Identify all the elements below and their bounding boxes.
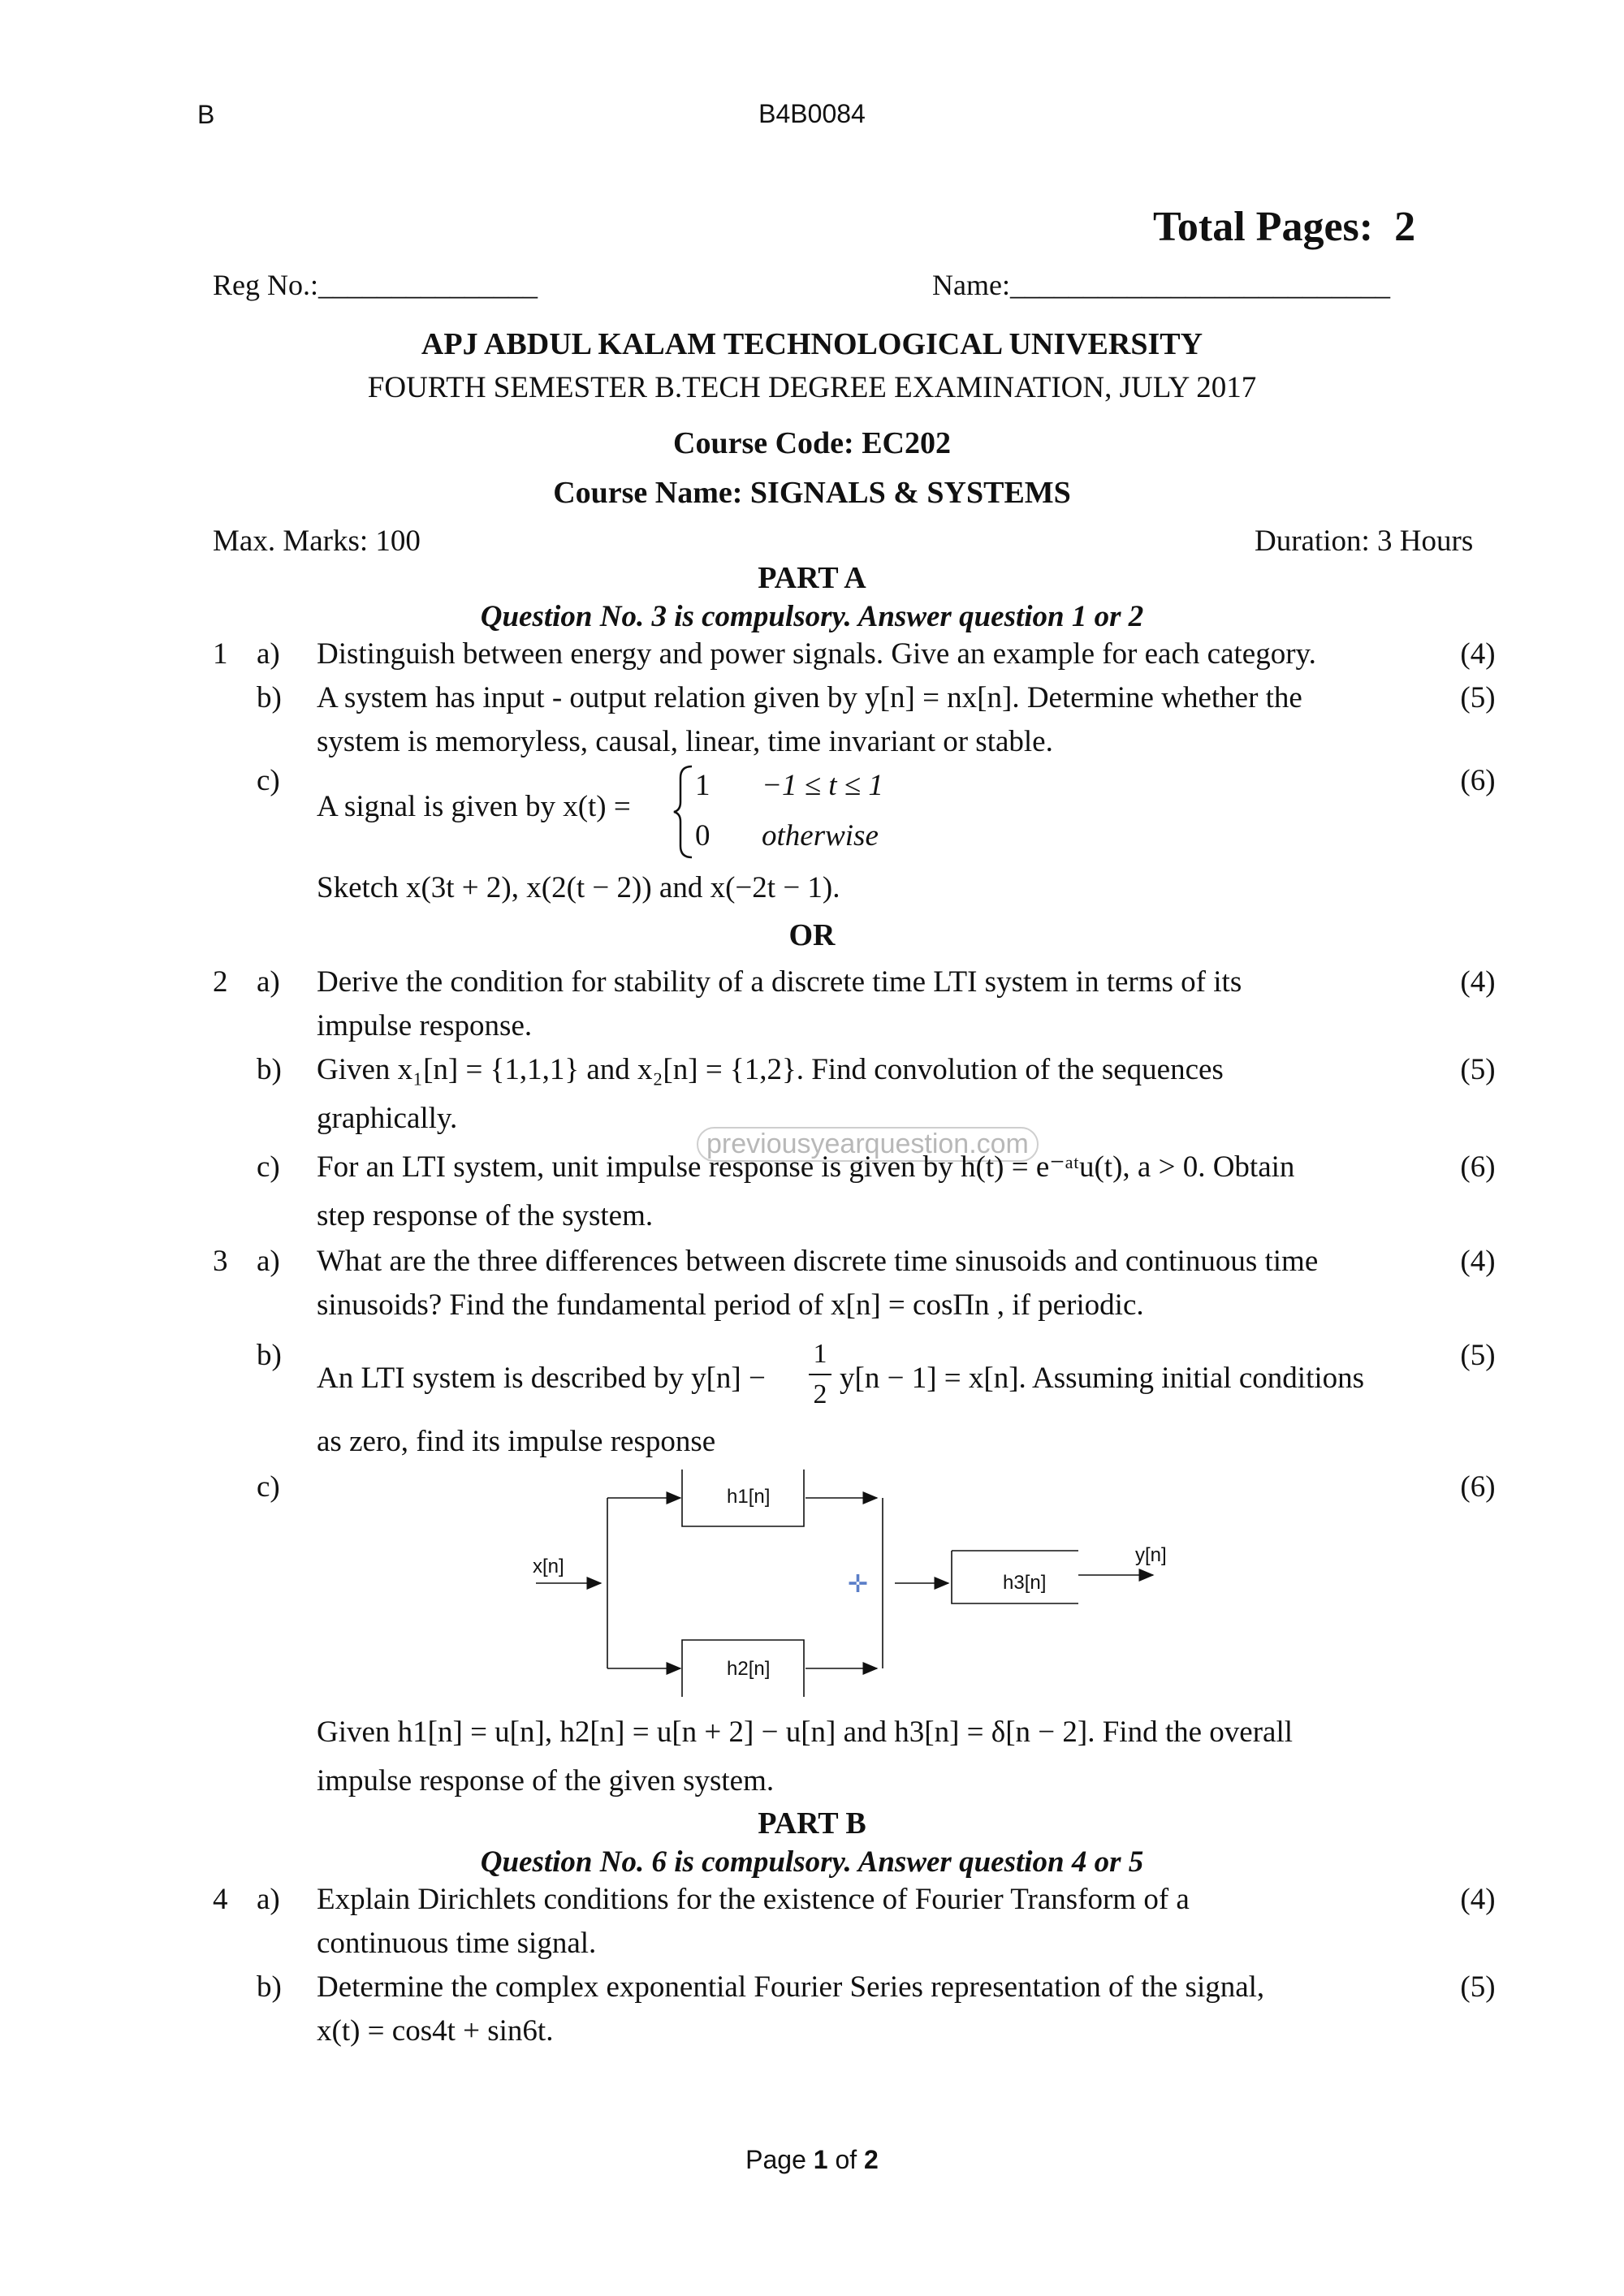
q3b-fraction-bar	[809, 1374, 831, 1375]
q2a-line1: Derive the condition for stability of a discrete time LTI system in terms of its	[317, 965, 1242, 999]
watermark: previousyearquestion.com	[697, 1127, 1039, 1162]
q1a-marks: (4)	[1460, 637, 1496, 671]
q3b-lead: An LTI system is described by y[n] −	[317, 1362, 766, 1395]
name-field: Name:__________________________	[932, 269, 1390, 301]
q1c-label: c)	[257, 764, 280, 797]
q2b-marks: (5)	[1460, 1053, 1496, 1086]
q3b-marks: (5)	[1460, 1339, 1496, 1372]
part-b-instruction: Question No. 6 is compulsory. Answer question 4 or 5	[480, 1845, 1144, 1879]
q3c-line2: impulse response of the given system.	[317, 1764, 775, 1798]
q4a-label: a)	[257, 1883, 280, 1916]
duration: Duration: 3 Hours	[1255, 524, 1474, 558]
q1c-marks: (6)	[1460, 764, 1496, 797]
q4b-line1: Determine the complex exponential Fourier Series representation of the signal,	[317, 1970, 1265, 2004]
q2-number: 2	[213, 965, 228, 999]
exam-title: FOURTH SEMESTER B.TECH DEGREE EXAMINATION, JULY 2017	[367, 371, 1257, 404]
q3a-marks: (4)	[1460, 1245, 1496, 1278]
diagram-h3-label: h3[n]	[1003, 1572, 1047, 1594]
q3c-line1: Given h1[n] = u[n], h2[n] = u[n + 2] − u[n] and h3[n] = δ[n − 2]. Find the overall	[317, 1716, 1294, 1749]
q2b-line2: graphically.	[317, 1102, 458, 1135]
q2c-line2: step response of the system.	[317, 1199, 654, 1232]
reg-no-field: Reg No.:_______________	[213, 269, 538, 301]
max-marks: Max. Marks: 100	[213, 524, 421, 558]
q4b-line2: x(t) = cos4t + sin6t.	[317, 2014, 554, 2048]
q3b-fraction-denominator: 2	[813, 1379, 827, 1409]
q3a-line2: sinusoids? Find the fundamental period of x[n] = cosΠn , if periodic.	[317, 1288, 1144, 1322]
part-b-title: PART B	[758, 1806, 866, 1841]
footer-of: of	[827, 2145, 865, 2174]
q1c-case1-value: 1	[695, 769, 710, 802]
q1a-label: a)	[257, 637, 280, 671]
q2c-line1: For an LTI system, unit impulse response is given by h(t) = e⁻ᵃᵗu(t), a > 0. Obtain	[317, 1150, 1295, 1184]
piecewise-brace	[672, 763, 697, 861]
q2c-marks: (6)	[1460, 1150, 1496, 1184]
q3b-label: b)	[257, 1339, 282, 1372]
q3b-fraction-numerator: 1	[813, 1339, 827, 1369]
q1b-marks: (5)	[1460, 681, 1496, 714]
q4a-line2: continuous time signal.	[317, 1927, 597, 1960]
q1c-case2-condition: otherwise	[762, 819, 879, 852]
q1b-line2: system is memoryless, causal, linear, time invariant or stable.	[317, 725, 1053, 758]
diagram-h2-label: h2[n]	[727, 1658, 771, 1680]
or-separator: OR	[788, 918, 836, 952]
q2b-label: b)	[257, 1053, 282, 1086]
q3a-label: a)	[257, 1245, 280, 1278]
q1c-lead: A signal is given by x(t) =	[317, 790, 631, 823]
q1b-label: b)	[257, 681, 282, 714]
q1b-line1: A system has input - output relation given by y[n] = nx[n]. Determine whether the	[317, 681, 1302, 714]
diagram-output-label: y[n]	[1135, 1544, 1167, 1566]
diagram-h1-label: h1[n]	[727, 1486, 771, 1508]
q3a-line1: What are the three differences between discrete time sinusoids and continuous time	[317, 1245, 1319, 1278]
q4b-marks: (5)	[1460, 1970, 1496, 2004]
q2a-label: a)	[257, 965, 280, 999]
footer-page-number: 1	[813, 2145, 828, 2174]
q2a-marks: (4)	[1460, 965, 1496, 999]
q1-number: 1	[213, 637, 228, 671]
footer-total-pages: 2	[864, 2145, 879, 2174]
diagram-input-label: x[n]	[533, 1556, 564, 1577]
q2a-line2: impulse response.	[317, 1009, 533, 1042]
q3-number: 3	[213, 1245, 228, 1278]
q3b-line2: as zero, find its impulse response	[317, 1425, 716, 1458]
university-name: APJ ABDUL KALAM TECHNOLOGICAL UNIVERSITY	[421, 327, 1203, 361]
q1c-sketch: Sketch x(3t + 2), x(2(t − 2)) and x(−2t − 1).	[317, 871, 840, 904]
part-a-instruction: Question No. 3 is compulsory. Answer question 1 or 2	[480, 600, 1144, 633]
q4-number: 4	[213, 1883, 228, 1916]
q4a-marks: (4)	[1460, 1883, 1496, 1916]
q2b-line1: Given x₁[n] = {1,1,1} and x₂[n] = {1,2}. Find convolution of the sequences	[317, 1053, 1224, 1086]
q4a-line1: Explain Dirichlets conditions for the existence of Fourier Transform of a	[317, 1883, 1190, 1916]
q1a-text: Distinguish between energy and power signals. Give an example for each category.	[317, 637, 1316, 671]
course-code: Course Code: EC202	[673, 426, 951, 460]
course-name: Course Name: SIGNALS & SYSTEMS	[553, 476, 1071, 510]
q1c-case1-condition: −1 ≤ t ≤ 1	[762, 769, 883, 802]
total-pages: Total Pages: 2	[1153, 204, 1416, 250]
q3b-tail: y[n − 1] = x[n]. Assuming initial conditions	[840, 1362, 1365, 1395]
q1c-case2-value: 0	[695, 819, 710, 852]
q3c-label: c)	[257, 1470, 280, 1504]
page-footer	[0, 2145, 1624, 2175]
adder-icon: ✛	[848, 1571, 869, 1598]
footer-prefix: Page	[745, 2145, 814, 2174]
q3c-marks: (6)	[1460, 1470, 1496, 1504]
q4b-label: b)	[257, 1970, 282, 2004]
part-a-title: PART A	[758, 561, 866, 595]
header-series-letter: B	[197, 100, 215, 129]
header-paper-code: B4B0084	[758, 99, 866, 128]
q2c-label: c)	[257, 1150, 280, 1184]
